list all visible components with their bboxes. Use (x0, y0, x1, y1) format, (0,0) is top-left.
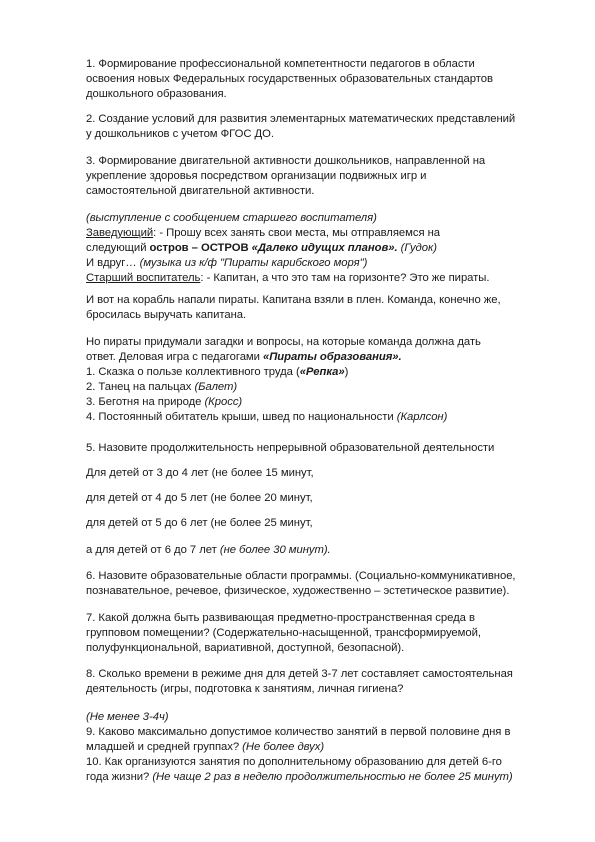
game-intro-line (86, 350, 556, 365)
text-line: групповом помещении? (Содержательно-насыщенной, трансформируемой, (86, 627, 481, 639)
text-line: у дошкольников с учетом ФГОС ДО. (86, 128, 274, 140)
text-line: деятельность (игры, подготовка к занятиям, личная гигиена? (86, 683, 404, 695)
speech-text: : - Прошу всех занять свои места, мы отправляемся на (153, 227, 441, 239)
answer-5-line-3 (86, 516, 556, 531)
riddle-item (86, 365, 556, 380)
speech-text: : - Капитан, а что это там на горизонте? Это же пираты. (200, 272, 490, 284)
question-8 (86, 667, 556, 697)
stage-note: (выступление с сообщением старшего воспитателя) (86, 212, 377, 224)
island-label: остров – ОСТРОВ (149, 242, 249, 254)
answer-text: а для детей от 6 до 7 лет (86, 544, 220, 556)
riddles-block (86, 335, 556, 425)
answer-text: для детей от 4 до 5 лет (не более 20 минут, (86, 492, 313, 504)
riddle-text: 3. Беготня на природе (86, 396, 205, 408)
riddle-item (86, 395, 556, 410)
question-text: младшей и средней группах? (86, 741, 243, 753)
text-line: укрепление здоровья посредством организации подвижных игр и (86, 170, 427, 182)
answer-8: (Не менее 3-4ч) (86, 711, 169, 723)
riddle-text: 1. Сказка о пользе коллективного труда ( (86, 366, 300, 378)
question-6 (86, 569, 556, 599)
scene-dialogue (86, 211, 556, 286)
music-line (86, 256, 556, 271)
speaker-label: Старший воспитатель (86, 272, 201, 284)
answer-9: (Не более двух) (242, 741, 325, 753)
answer-line (86, 543, 556, 558)
speaker-label: Заведующий (86, 227, 154, 239)
answer-emphasis: (не более 30 минут). (219, 544, 331, 556)
island-name: «Далеко идущих планов». (248, 242, 398, 254)
question-9-text: 9. Каково максимально допустимое количество занятий в первой половине дня в (86, 726, 511, 738)
text-line: самостоятельной двигательной активности. (86, 185, 315, 197)
stage-note: (музыка из к/ф "Пираты карибского моря") (139, 257, 368, 269)
text-line: И вот на корабль напали пираты. Капитана взяли в плен. Команда, конечно же, (86, 294, 501, 306)
text-line: бросилась выручать капитана. (86, 309, 247, 321)
text-line: 6. Назовите образовательные области программы. (Социально-коммуникативное, (86, 570, 516, 582)
island-line (86, 241, 556, 256)
text-line: 8. Сколько времени в режиме дня для детей 3-7 лет составляет самостоятельная (86, 668, 513, 680)
goal-2-paragraph (86, 112, 556, 142)
game-name: «Пираты образования». (263, 351, 402, 363)
speech-text: следующий (86, 242, 150, 254)
question-10-line-2 (86, 770, 556, 785)
answer-text: для детей от 5 до 6 лет (не более 25 минут, (86, 517, 313, 529)
text-line: 7. Какой должна быть развивающая предметно-пространственная среда в (86, 612, 475, 624)
text-fragment: ответ. Деловая игра с педагогами (86, 351, 263, 363)
riddle-answer: (Балет) (194, 381, 238, 393)
answer-10: (Не чаще 2 раз в неделю продолжительностью не более 25 минут) (152, 771, 513, 783)
text-line: дошкольного образования. (86, 88, 227, 100)
question-text: 5. Назовите продолжительность непрерывной образовательной деятельности (86, 442, 495, 454)
text-line: 2. Создание условий для развития элементарных математических представлений (86, 113, 516, 125)
answer-text: Для детей от 3 до 4 лет (не более 15 минут, (86, 467, 314, 479)
pirates-paragraph (86, 293, 556, 323)
goal-1-paragraph (86, 57, 556, 102)
riddle-item (86, 380, 556, 395)
text-line: 1. Формирование профессиональной компетентности педагогов в области (86, 58, 475, 70)
question-text: года жизни? (86, 771, 153, 783)
text-line: познавательное, речевое, физическое, художественно – эстетическое развитие). (86, 585, 510, 597)
answer-5-line-2 (86, 491, 556, 506)
text-line: полуфункциональной, вариативной, доступной, безопасной). (86, 642, 405, 654)
riddle-answer: (Карлсон) (396, 411, 448, 423)
text-line: освоения новых Федеральных государственных образовательных стандартов (86, 73, 493, 85)
riddle-answer: «Репка» (299, 366, 345, 378)
answer-5-line-4 (86, 543, 556, 558)
question-7 (86, 611, 556, 656)
riddle-text: ) (344, 366, 349, 378)
head-speech-line (86, 226, 556, 241)
riddle-item (86, 410, 556, 425)
answer-5-line-1 (86, 466, 556, 481)
riddle-text: 2. Танец на пальцах (86, 381, 195, 393)
speech-text: И вдруг… (86, 257, 140, 269)
goal-3-paragraph (86, 154, 556, 199)
question-9-line-2 (86, 740, 556, 755)
question-5 (86, 441, 556, 456)
senior-speech-line (86, 271, 556, 286)
questions-9-10 (86, 710, 556, 785)
riddle-answer: (Кросс) (204, 396, 243, 408)
question-10-text: 10. Как организуются занятия по дополнительному образованию для детей 6-го (86, 756, 502, 768)
text-line: Но пираты придумали загадки и вопросы, на которые команда должна дать (86, 336, 481, 348)
stage-note: (Гудок) (397, 242, 437, 254)
text-line: 3. Формирование двигательной активности дошкольников, направленной на (86, 155, 486, 167)
riddle-text: 4. Постоянный обитатель крыши, швед по национальности (86, 411, 397, 423)
